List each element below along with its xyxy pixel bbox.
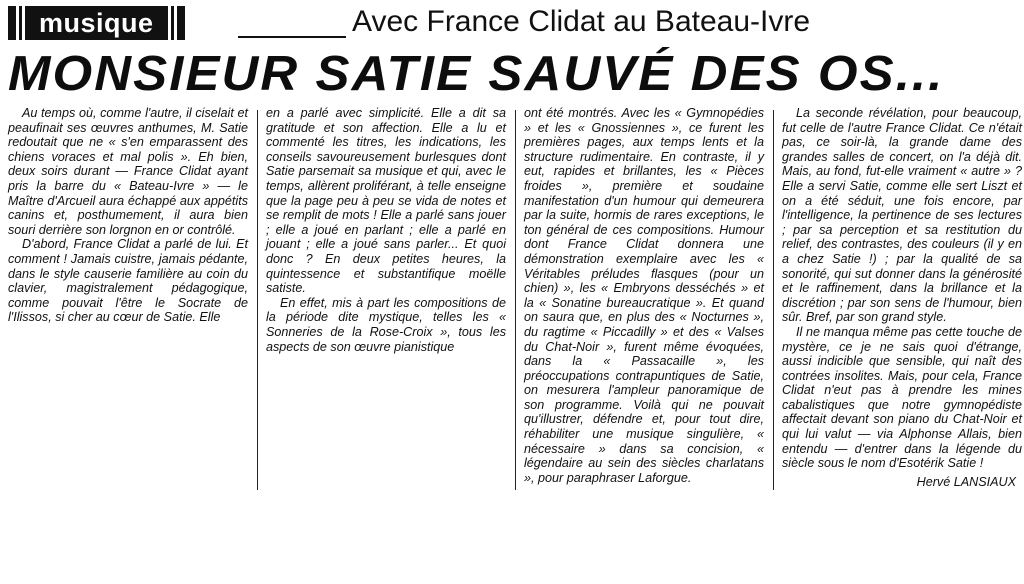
paragraph: en a parlé avec simplicité. Elle a dit sa gratitude et son affection. Elle a lu et commenté les titres, les indications, les conseils savoureusement burlesques dont Satie parsemait sa musique et qui, avec le temps, allèrent proliférant, à telle enseigne que la page peu à peu se vida de notes et se remplit de mots ! Elle a parlé sans jouer ; elle a joué en parlant ; elle a parlé en jouant ; elle a joué sans parler... Et quoi donc ? En deux petites heures, la quintessence et substantifique moëlle satiste. <box>266 106 506 296</box>
column-divider <box>515 110 516 490</box>
paragraph: En effet, mis à part les compositions de la période dite mystique, telles les « Sonneries de la Rose-Croix », tous les aspects de son œuvre pianistique <box>266 295 506 354</box>
article-column-1 <box>8 106 248 325</box>
section-label <box>25 6 168 40</box>
rubric-bar-right <box>177 6 185 40</box>
article-column-3 <box>524 106 764 485</box>
article-column-4 <box>782 106 1022 489</box>
section-rubric <box>8 6 185 40</box>
paragraph: La seconde révélation, pour beaucoup, fut celle de l'autre France Clidat. Ce n'était pas, ce soir-là, la grande dame des grandes salles de concert, on l'a déjà dit. Mais, au fond, fut-elle vraiment « autre » ? Elle a servi Satie, comme elle sert Liszt et on a été séduit, une fois encore, par l'intelligence, la pertinence de ses lectures ; par sa perception et sa restitution du relief, des contrastes, des couleurs (il y en a chez Satie !) ; par la qualité de sa sonorité, qui sut donner dans la générosité et le raffinement, dans la brillance et la discrétion ; par son sens de l'humour, bien sûr. Bref, par son grand style. <box>782 106 1022 325</box>
article-subtitle: Avec France Clidat au Bateau-Ivre <box>352 5 811 38</box>
rubric-bar-thin-left <box>19 6 22 40</box>
rubric-bar-thin-right <box>171 6 174 40</box>
author-signature: Hervé LANSIAUX <box>916 474 1016 489</box>
paragraph: Il ne manqua même pas cette touche de mystère, ce je ne sais quoi d'étrange, aussi indicible que sensible, qui naît des contrées insolites. Mais, pour cela, France Clidat n'eut pas à prendre les mines cabalistiques que notre gymnopédiste affectait devant son piano du Chat-Noir et qui lui valut — via Alphonse Allais, bien entendu — d'entrer dans la légende du siècle sous le nom d'Esotérik Satie ! <box>782 324 1022 471</box>
column-divider <box>773 110 774 490</box>
rubric-bar-left <box>8 6 16 40</box>
section-label-text: musique <box>39 8 154 38</box>
paragraph: Au temps où, comme l'autre, il ciselait et peaufinait ses œuvres anthumes, M. Satie redoutait que ne « s'en emparassent des chiens voraces et mal polis ». Eh bien, deux soirs durant — France Clidat ayant pris la barre du « Bateau-Ivre » — le Maître d'Arcueil aura échappé aux appétits canins et, posthumement, il aura bien souri derrière son lorgnon en or contrôlé. <box>8 106 248 237</box>
paragraph: D'abord, France Clidat a parlé de lui. Et comment ! Jamais cuistre, jamais pédante, dans le style causerie familière au coin du clavier, magistralement pédagogique, comme pouvait l'être le Socrate de l'Ilissos, si cher au cœur de Satie. Elle <box>8 237 248 325</box>
paragraph: ont été montrés. Avec les « Gymnopédies » et les « Gnossiennes », ce furent les premières pages, aux temps lents et la structure rudimentaire. En contraste, il y eut, rapides et brillantes, les « Pièces froides », première et soudaine manifestation d'un humour qui demeurera par la suite, hormis de rares exceptions, le ton général de ces compositions. Humour dont France Clidat donnera une démonstration exemplaire avec les « Véritables préludes flasques (pour un chien) », les « Embryons desséchés » et la « Sonatine bureaucratique ». Et quand on saura que, en plus des « Nocturnes », du ragtime « Piccadilly » et des « Valses du Chat-Noir », furent même évoquées, dans la « Passacaille », les préoccupations contrapuntiques de Satie, on mesurera l'ampleur panoramique de son programme. Voilà qui ne pouvait qu'illustrer, défendre et, pour tout dire, réhabiliter une musique singulière, « nécessaire » dans sa concision, « légendaire au sein des siècles charlatans », pour paraphraser Laforgue. <box>524 106 764 485</box>
article-column-2 <box>266 106 506 354</box>
column-divider <box>257 110 258 490</box>
article-body <box>8 106 1022 578</box>
rubric-rule <box>238 36 346 38</box>
article-headline: MONSIEUR SATIE SAUVÉ DES OS... <box>8 47 945 101</box>
